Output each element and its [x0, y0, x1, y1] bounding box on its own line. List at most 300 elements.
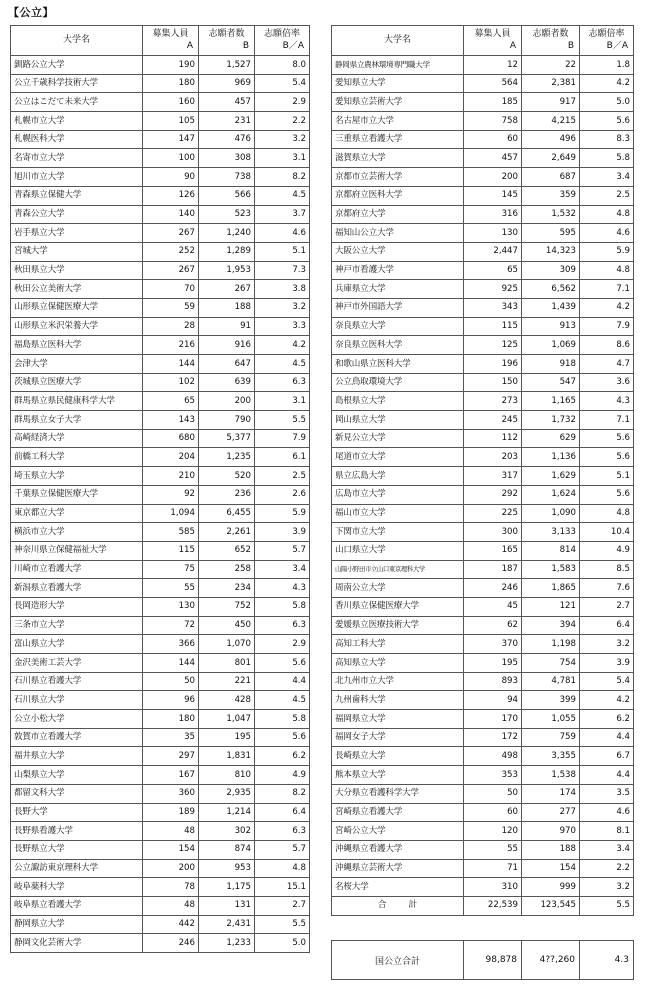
university-name-cell: 香川県立保健医療大学 — [332, 597, 464, 616]
table-row — [332, 56, 634, 75]
quota-cell: 144 — [143, 654, 199, 673]
ratio-cell: 5.5 — [255, 915, 310, 934]
quota-cell: 75 — [143, 560, 199, 579]
university-name-cell: 神奈川県立保健福祉大学 — [11, 541, 143, 560]
table-row — [11, 205, 310, 224]
applicants-cell: 6,455 — [199, 504, 255, 523]
quota-cell: 498 — [464, 747, 522, 766]
university-name-cell: 名古屋市立大学 — [332, 112, 464, 131]
university-name-cell: 東京都立大学 — [11, 504, 143, 523]
applicants-cell: 814 — [522, 541, 580, 560]
table-row — [11, 934, 310, 953]
table-row — [332, 205, 634, 224]
applicants-cell: 267 — [199, 280, 255, 299]
university-name-cell: 群馬県立女子大学 — [11, 411, 143, 430]
quota-cell: 245 — [464, 411, 522, 430]
quota-cell: 225 — [464, 504, 522, 523]
grand-total-table — [331, 940, 634, 980]
ratio-cell: 2.9 — [255, 93, 310, 112]
university-name-cell: 富山県立大学 — [11, 635, 143, 654]
section-title: 【公立】 — [8, 6, 54, 19]
ratio-cell: 4.4 — [255, 672, 310, 691]
table-row — [332, 878, 634, 897]
ratio-cell: 5.6 — [580, 112, 634, 131]
ratio-cell: 6.1 — [255, 448, 310, 467]
quota-cell: 252 — [143, 242, 199, 261]
applicants-cell: 629 — [522, 429, 580, 448]
quota-cell: 94 — [464, 691, 522, 710]
quota-cell: 273 — [464, 392, 522, 411]
table-row — [11, 373, 310, 392]
applicants-cell: 2,381 — [522, 74, 580, 93]
quota-cell: 180 — [143, 710, 199, 729]
ratio-cell: 3.6 — [580, 373, 634, 392]
table-row — [11, 149, 310, 168]
table-row — [332, 672, 634, 691]
table-row — [11, 261, 310, 280]
university-name-cell: 青森公立大学 — [11, 205, 143, 224]
applicants-cell: 22 — [522, 56, 580, 75]
quota-cell: 360 — [143, 784, 199, 803]
university-name-cell: 山陽小野田市立山口東京理科大学 — [332, 560, 464, 579]
right-university-table — [331, 25, 634, 916]
quota-cell: 210 — [143, 467, 199, 486]
header-ratio: 志願倍率 B／A — [255, 26, 310, 56]
applicants-cell: 4,781 — [522, 672, 580, 691]
ratio-cell: 7.9 — [580, 317, 634, 336]
applicants-cell: 1,532 — [522, 205, 580, 224]
university-name-cell: 公立千歳科学技術大学 — [11, 74, 143, 93]
applicants-cell: 759 — [522, 728, 580, 747]
header-applicants: 志願者数 B — [199, 26, 255, 56]
applicants-cell: 236 — [199, 485, 255, 504]
ratio-cell: 7.9 — [255, 429, 310, 448]
applicants-cell: 3,355 — [522, 747, 580, 766]
applicants-cell: 5,377 — [199, 429, 255, 448]
quota-cell: 297 — [143, 747, 199, 766]
applicants-cell: 131 — [199, 896, 255, 915]
table-row — [11, 224, 310, 243]
table-row — [332, 448, 634, 467]
university-name-cell: 宮崎公立大学 — [332, 822, 464, 841]
applicants-cell: 1,070 — [199, 635, 255, 654]
quota-cell: 154 — [143, 840, 199, 859]
quota-cell: 45 — [464, 597, 522, 616]
university-name-cell: 会津大学 — [11, 355, 143, 374]
ratio-cell: 6.3 — [255, 616, 310, 635]
applicants-cell: 1,240 — [199, 224, 255, 243]
table-row — [11, 504, 310, 523]
applicants-cell: 1,233 — [199, 934, 255, 953]
university-name-cell: 京都府立医科大学 — [332, 186, 464, 205]
table-row — [11, 616, 310, 635]
quota-cell: 160 — [143, 93, 199, 112]
table-row — [332, 298, 634, 317]
applicants-cell: 647 — [199, 355, 255, 374]
ratio-cell: 4.9 — [255, 766, 310, 785]
ratio-cell: 6.3 — [255, 373, 310, 392]
applicants-cell: 2,431 — [199, 915, 255, 934]
university-name-cell: 宮城大学 — [11, 242, 143, 261]
quota-cell: 65 — [143, 392, 199, 411]
ratio-cell: 5.4 — [255, 74, 310, 93]
university-name-cell: 沖縄県立芸術大学 — [332, 859, 464, 878]
quota-cell: 60 — [464, 803, 522, 822]
university-name-cell: 下関市立大学 — [332, 523, 464, 542]
ratio-cell: 4.2 — [580, 74, 634, 93]
table-row — [11, 242, 310, 261]
table-row — [11, 840, 310, 859]
quota-cell: 366 — [143, 635, 199, 654]
table-row — [11, 822, 310, 841]
table-row — [11, 878, 310, 897]
applicants-cell: 801 — [199, 654, 255, 673]
university-name-cell: 周南公立大学 — [332, 579, 464, 598]
ratio-cell: 5.5 — [255, 411, 310, 430]
applicants-cell: 1,624 — [522, 485, 580, 504]
ratio-cell: 4.6 — [580, 803, 634, 822]
table-row — [11, 130, 310, 149]
table-row — [332, 803, 634, 822]
quota-cell: 442 — [143, 915, 199, 934]
university-name-cell: 愛媛県立医療技術大学 — [332, 616, 464, 635]
table-row — [11, 186, 310, 205]
table-row — [332, 317, 634, 336]
table-row — [11, 859, 310, 878]
university-name-cell: 名桜大学 — [332, 878, 464, 897]
table-row — [11, 635, 310, 654]
ratio-cell: 4.8 — [580, 261, 634, 280]
applicants-cell: 953 — [199, 859, 255, 878]
table-row — [11, 317, 310, 336]
table-row — [332, 859, 634, 878]
university-name-cell: 尾道市立大学 — [332, 448, 464, 467]
ratio-cell: 7.6 — [580, 579, 634, 598]
applicants-cell: 221 — [199, 672, 255, 691]
ratio-cell: 4.8 — [580, 205, 634, 224]
header-university-name: 大学名 — [11, 26, 143, 56]
ratio-cell: 3.5 — [580, 784, 634, 803]
quota-cell: 12 — [464, 56, 522, 75]
ratio-cell: 3.8 — [255, 280, 310, 299]
quota-cell: 71 — [464, 859, 522, 878]
quota-cell: 140 — [143, 205, 199, 224]
ratio-cell: 5.1 — [255, 242, 310, 261]
quota-cell: 120 — [464, 822, 522, 841]
header-university-name: 大学名 — [332, 26, 464, 56]
quota-cell: 200 — [464, 168, 522, 187]
university-name-cell: 静岡県立農林環境専門職大学 — [332, 56, 464, 75]
quota-cell: 2,447 — [464, 242, 522, 261]
table-row — [11, 74, 310, 93]
applicants-cell: 1,090 — [522, 504, 580, 523]
table-row — [11, 429, 310, 448]
quota-cell: 196 — [464, 355, 522, 374]
ratio-cell: 8.5 — [580, 560, 634, 579]
university-name-cell: 大阪公立大学 — [332, 242, 464, 261]
quota-cell: 72 — [143, 616, 199, 635]
university-name-cell: 岐阜薬科大学 — [11, 878, 143, 897]
ratio-cell: 4.9 — [580, 541, 634, 560]
university-name-cell: 高知工科大学 — [332, 635, 464, 654]
ratio-cell: 7.1 — [580, 280, 634, 299]
university-name-cell: 敦賀市立看護大学 — [11, 728, 143, 747]
university-name-cell: 山形県立保健医療大学 — [11, 298, 143, 317]
ratio-cell: 4.3 — [255, 579, 310, 598]
ratio-cell: 3.2 — [255, 130, 310, 149]
quota-cell: 680 — [143, 429, 199, 448]
table-row — [11, 691, 310, 710]
applicants-cell: 302 — [199, 822, 255, 841]
ratio-cell: 5.1 — [580, 467, 634, 486]
table-row — [11, 467, 310, 486]
quota-cell: 143 — [143, 411, 199, 430]
applicants-cell: 639 — [199, 373, 255, 392]
university-name-cell: 新潟県立看護大学 — [11, 579, 143, 598]
quota-cell: 1,094 — [143, 504, 199, 523]
applicants-cell: 2,261 — [199, 523, 255, 542]
applicants-cell: 1,165 — [522, 392, 580, 411]
ratio-cell: 5.6 — [255, 728, 310, 747]
quota-cell: 189 — [143, 803, 199, 822]
table-row — [332, 411, 634, 430]
quota-cell: 115 — [464, 317, 522, 336]
university-name-cell: 茨城県立医療大学 — [11, 373, 143, 392]
table-row — [332, 597, 634, 616]
applicants-cell: 476 — [199, 130, 255, 149]
quota-cell: 78 — [143, 878, 199, 897]
applicants-cell: 1,865 — [522, 579, 580, 598]
quota-cell: 144 — [143, 355, 199, 374]
table-row — [11, 56, 310, 75]
university-name-cell: 福知山公立大学 — [332, 224, 464, 243]
ratio-cell: 4.6 — [580, 224, 634, 243]
table-row — [332, 485, 634, 504]
ratio-cell: 4.5 — [255, 691, 310, 710]
applicants-cell: 174 — [522, 784, 580, 803]
table-row — [332, 261, 634, 280]
ratio-cell: 1.8 — [580, 56, 634, 75]
table-row — [11, 896, 310, 915]
applicants-cell: 359 — [522, 186, 580, 205]
applicants-cell: 2,935 — [199, 784, 255, 803]
applicants-cell: 595 — [522, 224, 580, 243]
university-name-cell: 大分県立看護科学大学 — [332, 784, 464, 803]
grand-total-label: 国公立合計 — [332, 941, 464, 980]
ratio-cell: 7.1 — [580, 411, 634, 430]
university-name-cell: 川崎市立看護大学 — [11, 560, 143, 579]
university-name-cell: 高崎経済大学 — [11, 429, 143, 448]
quota-cell: 267 — [143, 224, 199, 243]
ratio-cell: 5.9 — [580, 242, 634, 261]
table-row — [11, 784, 310, 803]
left-table-body — [11, 56, 310, 953]
table-row — [332, 560, 634, 579]
ratio-cell: 6.7 — [580, 747, 634, 766]
applicants-cell: 1,538 — [522, 766, 580, 785]
quota-cell: 60 — [464, 130, 522, 149]
ratio-cell: 3.2 — [580, 878, 634, 897]
quota-cell: 59 — [143, 298, 199, 317]
applicants-cell: 1,583 — [522, 560, 580, 579]
quota-cell: 457 — [464, 149, 522, 168]
quota-cell: 145 — [464, 186, 522, 205]
ratio-cell: 8.6 — [580, 336, 634, 355]
ratio-cell: 3.2 — [255, 298, 310, 317]
applicants-cell: 1,136 — [522, 448, 580, 467]
applicants-cell: 1,953 — [199, 261, 255, 280]
quota-cell: 195 — [464, 654, 522, 673]
ratio-cell: 6.4 — [580, 616, 634, 635]
ratio-cell: 2.6 — [255, 485, 310, 504]
ratio-cell: 3.1 — [255, 149, 310, 168]
applicants-cell: 969 — [199, 74, 255, 93]
ratio-cell: 4.4 — [580, 728, 634, 747]
quota-cell: 92 — [143, 485, 199, 504]
university-name-cell: 公立はこだて未来大学 — [11, 93, 143, 112]
ratio-cell: 5.8 — [255, 597, 310, 616]
ratio-cell: 8.0 — [255, 56, 310, 75]
ratio-cell: 6.3 — [255, 822, 310, 841]
total-applicants: 123,545 — [522, 896, 580, 915]
table-row — [11, 523, 310, 542]
university-name-cell: 熊本県立大学 — [332, 766, 464, 785]
ratio-cell: 6.4 — [255, 803, 310, 822]
table-row — [11, 766, 310, 785]
ratio-cell: 10.4 — [580, 523, 634, 542]
table-row — [11, 112, 310, 131]
applicants-cell: 309 — [522, 261, 580, 280]
applicants-cell: 1,629 — [522, 467, 580, 486]
university-name-cell: 宮崎県立看護大学 — [332, 803, 464, 822]
table-row — [332, 523, 634, 542]
table-row — [332, 747, 634, 766]
applicants-cell: 918 — [522, 355, 580, 374]
ratio-cell: 5.7 — [255, 840, 310, 859]
quota-cell: 90 — [143, 168, 199, 187]
quota-cell: 925 — [464, 280, 522, 299]
ratio-cell: 2.2 — [580, 859, 634, 878]
applicants-cell: 428 — [199, 691, 255, 710]
ratio-cell: 2.2 — [255, 112, 310, 131]
table-row — [332, 691, 634, 710]
applicants-cell: 121 — [522, 597, 580, 616]
header-applicants: 志願者数 B — [522, 26, 580, 56]
university-name-cell: 岐阜県立看護大学 — [11, 896, 143, 915]
university-name-cell: 福岡県立大学 — [332, 710, 464, 729]
applicants-cell: 1,439 — [522, 298, 580, 317]
quota-cell: 246 — [143, 934, 199, 953]
applicants-cell: 1,055 — [522, 710, 580, 729]
applicants-cell: 1,198 — [522, 635, 580, 654]
table-row — [11, 597, 310, 616]
applicants-cell: 810 — [199, 766, 255, 785]
university-name-cell: 神戸市看護大学 — [332, 261, 464, 280]
applicants-cell: 1,047 — [199, 710, 255, 729]
table-row — [11, 579, 310, 598]
university-name-cell: 公立諏訪東京理科大学 — [11, 859, 143, 878]
ratio-cell: 4.5 — [255, 186, 310, 205]
table-row — [11, 803, 310, 822]
quota-cell: 125 — [464, 336, 522, 355]
table-row — [332, 112, 634, 131]
applicants-cell: 195 — [199, 728, 255, 747]
quota-cell: 292 — [464, 485, 522, 504]
quota-cell: 170 — [464, 710, 522, 729]
table-row — [11, 560, 310, 579]
ratio-cell: 5.9 — [255, 504, 310, 523]
university-name-cell: 群馬県立県民健康科学大学 — [11, 392, 143, 411]
table-row — [332, 74, 634, 93]
university-name-cell: 高知県立大学 — [332, 654, 464, 673]
applicants-cell: 1,214 — [199, 803, 255, 822]
ratio-cell: 3.3 — [255, 317, 310, 336]
applicants-cell: 652 — [199, 541, 255, 560]
quota-cell: 70 — [143, 280, 199, 299]
applicants-cell: 258 — [199, 560, 255, 579]
applicants-cell: 457 — [199, 93, 255, 112]
ratio-cell: 3.4 — [580, 168, 634, 187]
total-label: 合計 — [332, 896, 464, 915]
quota-cell: 150 — [464, 373, 522, 392]
ratio-cell: 4.4 — [580, 766, 634, 785]
total-quota: 22,539 — [464, 896, 522, 915]
table-row — [11, 355, 310, 374]
applicants-cell: 277 — [522, 803, 580, 822]
table-row — [332, 336, 634, 355]
ratio-cell: 3.4 — [255, 560, 310, 579]
university-name-cell: 千葉県立保健医療大学 — [11, 485, 143, 504]
quota-cell: 126 — [143, 186, 199, 205]
quota-cell: 50 — [143, 672, 199, 691]
applicants-cell: 566 — [199, 186, 255, 205]
grand-total-row — [332, 941, 634, 980]
applicants-cell: 913 — [522, 317, 580, 336]
quota-cell: 310 — [464, 878, 522, 897]
university-name-cell: 長岡造形大学 — [11, 597, 143, 616]
table-row — [332, 149, 634, 168]
table-row — [332, 224, 634, 243]
table-row — [332, 429, 634, 448]
table-row — [11, 411, 310, 430]
quota-cell: 246 — [464, 579, 522, 598]
university-name-cell: 公立小松大学 — [11, 710, 143, 729]
ratio-cell: 2.9 — [255, 635, 310, 654]
table-row — [332, 93, 634, 112]
quota-cell: 564 — [464, 74, 522, 93]
university-name-cell: 九州歯科大学 — [332, 691, 464, 710]
table-row — [332, 654, 634, 673]
table-row — [332, 635, 634, 654]
quota-cell: 35 — [143, 728, 199, 747]
quota-cell: 48 — [143, 822, 199, 841]
grand-total-applicants: 4??,260 — [522, 941, 580, 980]
university-name-cell: 三重県立看護大学 — [332, 130, 464, 149]
university-name-cell: 奈良県立医科大学 — [332, 336, 464, 355]
quota-cell: 105 — [143, 112, 199, 131]
table-row — [11, 915, 310, 934]
table-row — [332, 784, 634, 803]
ratio-cell: 8.3 — [580, 130, 634, 149]
quota-cell: 172 — [464, 728, 522, 747]
applicants-cell: 999 — [522, 878, 580, 897]
applicants-cell: 4,215 — [522, 112, 580, 131]
university-name-cell: 和歌山県立医科大学 — [332, 355, 464, 374]
table-row — [11, 541, 310, 560]
quota-cell: 50 — [464, 784, 522, 803]
table-row — [332, 280, 634, 299]
quota-cell: 216 — [143, 336, 199, 355]
